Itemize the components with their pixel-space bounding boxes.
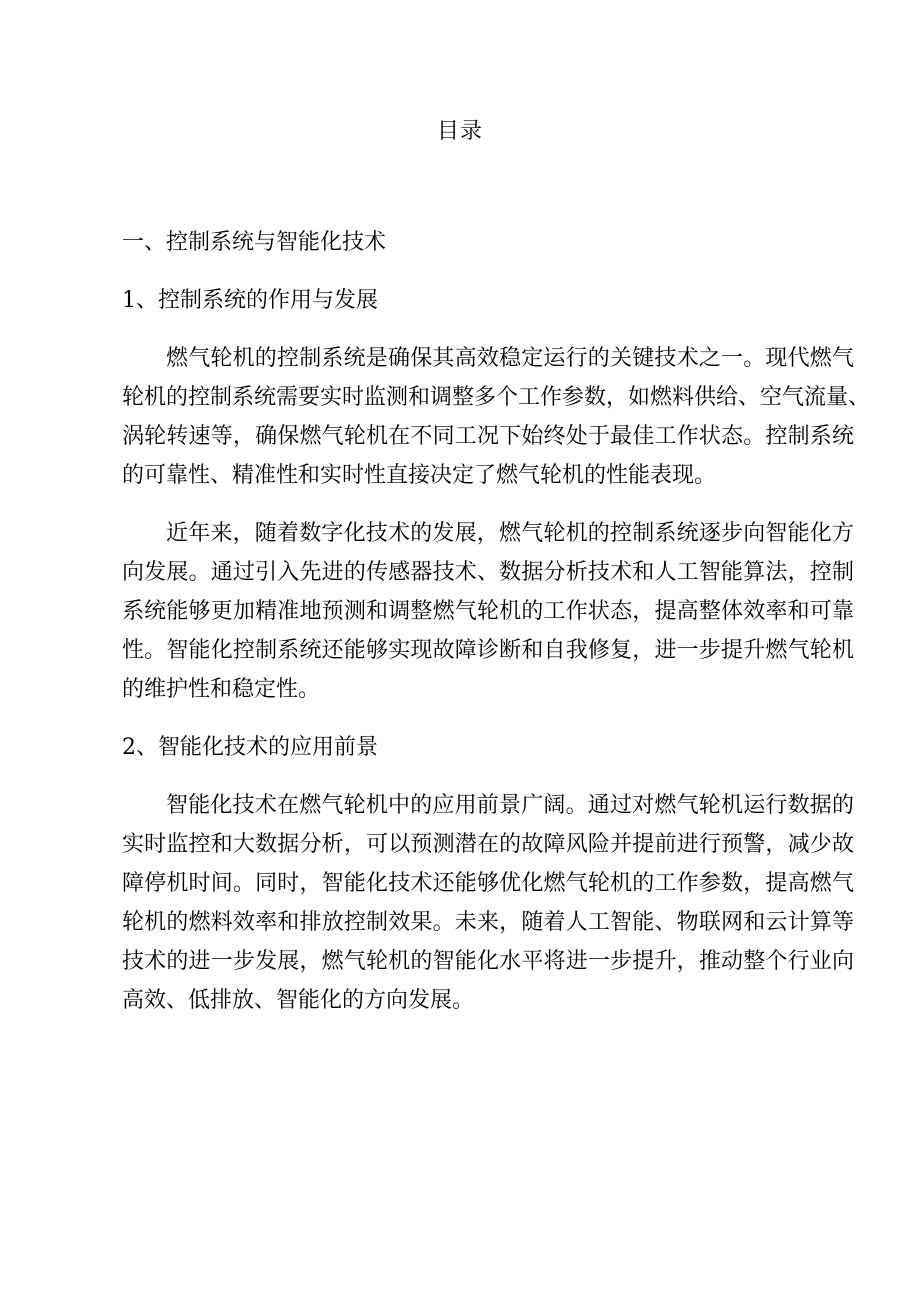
paragraph-line: 燃气轮机的控制系统是确保其高效稳定运行的关键技术之一。现代燃气 — [166, 346, 854, 371]
page-title: 目录 — [436, 119, 483, 144]
paragraph-control-role — [78, 342, 871, 492]
paragraph-line: 向发展。通过引入先进的传感器技术、数据分析技术和人工智能算法，控制 — [122, 560, 854, 585]
paragraph-line: 高效、低排放、智能化的方向发展。 — [122, 988, 475, 1013]
paragraph-line: 的可靠性、精准性和实时性直接决定了燃气轮机的性能表现。 — [122, 463, 717, 488]
paragraph-line: 轮机的燃料效率和排放控制效果。未来，随着人工智能、物联网和云计算等 — [122, 910, 854, 935]
paragraph-line: 的维护性和稳定性。 — [122, 677, 321, 702]
paragraph-line: 技术的进一步发展，燃气轮机的智能化水平将进一步提升，推动整个行业向 — [122, 949, 854, 974]
section-heading-1-1: 1、控制系统的作用与发展 — [122, 288, 378, 313]
paragraph-application-prospects — [78, 789, 854, 1017]
paragraph-line: 障停机时间。同时，智能化技术还能够优化燃气轮机的工作参数，提高燃气 — [122, 871, 854, 896]
paragraph-line: 实时监控和大数据分析，可以预测潜在的故障风险并提前进行预警，减少故 — [122, 832, 854, 857]
paragraph-line: 轮机的控制系统需要实时监测和调整多个工作参数，如燃料供给、空气流量、 — [122, 385, 871, 410]
paragraph-line: 涡轮转速等，确保燃气轮机在不同工况下始终处于最佳工作状态。控制系统 — [122, 424, 854, 449]
paragraph-line: 智能化技术在燃气轮机中的应用前景广阔。通过对燃气轮机运行数据的 — [166, 793, 854, 818]
section-heading-1-2: 2、智能化技术的应用前景 — [122, 735, 378, 760]
paragraph-line: 系统能够更加精准地预测和调整燃气轮机的工作状态，提高整体效率和可靠 — [122, 599, 854, 624]
paragraph-digital-development — [78, 517, 854, 706]
section-heading-1: 一、控制系统与智能化技术 — [122, 230, 387, 255]
paragraph-line: 近年来，随着数字化技术的发展，燃气轮机的控制系统逐步向智能化方 — [166, 521, 854, 546]
paragraph-line: 性。智能化控制系统还能够实现故障诊断和自我修复，进一步提升燃气轮机 — [122, 638, 854, 663]
document-body — [78, 226, 871, 1042]
